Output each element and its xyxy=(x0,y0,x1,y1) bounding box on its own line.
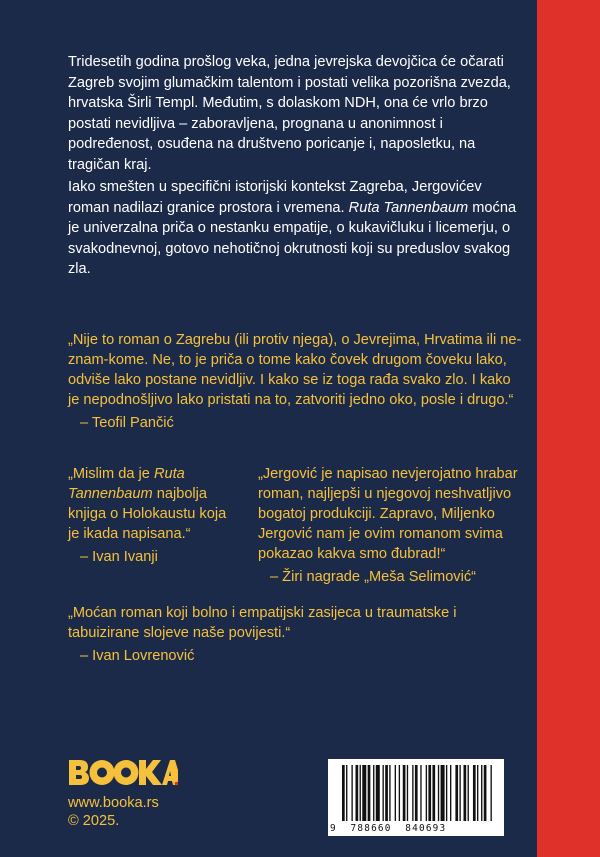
quote-pancic-text: „Nije to roman o Zagrebu (ili protiv njega), o Jevrejima, Hrvatima ili ne-znam-kome. Ne, to je priča o tome kako čovek drugom čoveku lako, odviše lako postane nevidljiv. I kako se iz toga rađa svako zlo. I kako je nepodnošljivo lako pristati na to, zatvoriti jedno oko, posle i drugo.“ xyxy=(68,332,522,408)
barcode-bar xyxy=(473,765,476,821)
quote-jury-author: – Žiri nagrade „Meša Selimović“ xyxy=(270,569,477,585)
barcode-bar xyxy=(428,765,431,821)
barcode-bar xyxy=(438,765,439,821)
barcode-bar xyxy=(385,765,388,821)
barcode-bar xyxy=(477,765,478,821)
barcode-bar xyxy=(481,765,482,821)
barcode-bar xyxy=(468,765,469,821)
barcode-bar xyxy=(412,765,413,821)
quote-ivanji-before: „Mislim da je xyxy=(68,466,154,482)
barcode-bar xyxy=(420,765,421,821)
barcode-bar xyxy=(407,765,408,821)
barcode-bar xyxy=(346,765,347,821)
intro-paragraph-2 xyxy=(68,177,520,280)
barcode-bar xyxy=(464,765,467,821)
intro-paragraph-1: Tridesetih godina prošlog veka, jedna jevrejska devojčica će očarati Zagreb svojim glumačkim talentom i postati velika pozorišna zvezda, hrvatska Širli Templ. Međutim, s dolaskom NDH, ona će vrlo brzo postati nevidljiva – zaboravljena, prognana u anonimnost i podređenost, osuđena na društveno poricanje i, naposletku, na tragičan kraj. xyxy=(68,54,511,173)
barcode-bar xyxy=(399,765,400,821)
barcode-bar xyxy=(455,765,458,821)
quote-ivanji-title: Ruta Tannenbaum xyxy=(68,466,185,502)
barcode-number: 9 788660 840693 xyxy=(330,823,447,834)
barcode-bar xyxy=(360,765,361,821)
quote-jury xyxy=(258,464,530,587)
barcode-bar xyxy=(415,765,418,821)
barcode-bar xyxy=(342,765,345,821)
quote-ivanji-after: najbolja knjiga o Holokaustu koja je ikada napisana.“ xyxy=(68,486,227,542)
barcode-bar xyxy=(441,765,445,821)
barcode-bar xyxy=(368,765,371,821)
quote-jury-text: „Jergović je napisao nevjerojatno hrabar roman, najljepši u njegovoj neshvatljivo bogatoj produkciji. Zapravo, Miljenko Jergović nam je ovim romanom svima pokazao kakva smo đubrad!“ xyxy=(258,466,518,562)
barcode-bar xyxy=(389,765,390,821)
publisher-website[interactable]: www.booka.rs xyxy=(68,795,159,811)
barcode-bar xyxy=(373,765,374,821)
barcode-bar xyxy=(376,765,380,821)
barcode xyxy=(328,759,504,836)
barcode-bar xyxy=(362,765,366,821)
barcode-bar xyxy=(383,765,384,821)
barcode-bar xyxy=(351,765,352,821)
intro-p2-after: moćna je univerzalna priča o nestanku empatije, o kukavičluku i licemerju, o svakodnevnoj, gotovo nehotičnoj okrutnosti koji su preduslov svakog zla. xyxy=(68,199,517,278)
quote-lovrenovic xyxy=(68,603,530,666)
barcode-bars xyxy=(328,759,504,823)
quote-ivanji xyxy=(68,464,238,567)
barcode-bar xyxy=(450,765,451,821)
red-spine xyxy=(537,0,600,857)
intro-p2-before: Iako smešten u specifični istorijski kontekst Zagreba, Jergovićev roman nadilazi granice prostora i vremena. xyxy=(68,179,482,216)
booka-logo xyxy=(68,758,178,786)
barcode-bar xyxy=(446,765,447,821)
quote-lovrenovic-author: – Ivan Lovrenović xyxy=(80,648,195,664)
barcode-bar xyxy=(432,765,435,821)
quote-lovrenovic-text: „Moćan roman koji bolno i empatijski zasijeca u traumatske i tabuizirane slojeve naše povijesti.“ xyxy=(68,605,457,641)
barcode-bar xyxy=(459,765,460,821)
quote-pancic xyxy=(68,330,526,433)
barcode-bar xyxy=(395,765,396,821)
barcode-bar xyxy=(484,765,487,821)
quote-ivanji-author: – Ivan Ivanji xyxy=(80,549,158,565)
barcode-bar xyxy=(403,765,406,821)
publisher-copyright: © 2025. xyxy=(68,813,120,829)
barcode-bar xyxy=(356,765,359,821)
barcode-bar xyxy=(426,765,427,821)
quote-pancic-author: – Teofil Pančić xyxy=(80,415,174,431)
intro-p2-title: Ruta Tannenbaum xyxy=(348,199,469,216)
barcode-bar xyxy=(491,765,492,821)
